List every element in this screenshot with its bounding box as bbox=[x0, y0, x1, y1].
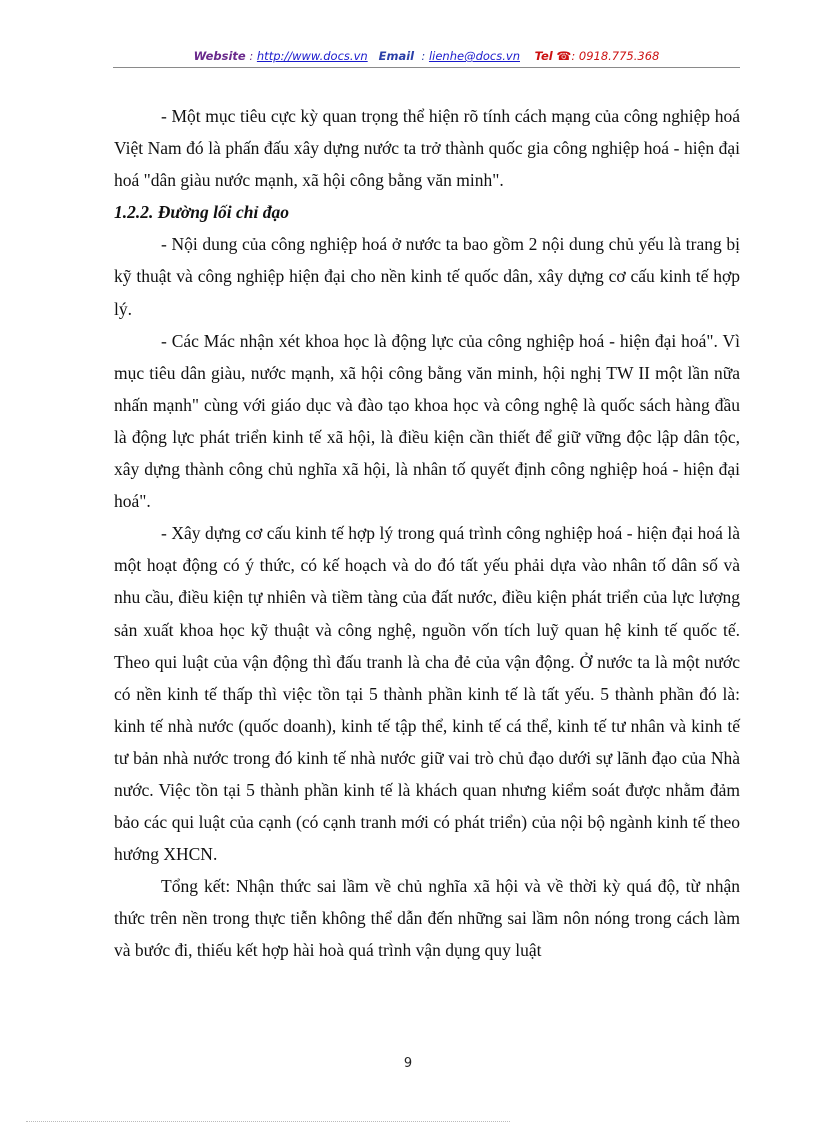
paragraph-structure: - Xây dựng cơ cấu kinh tế hợp lý trong quá trình công nghiệp hoá - hiện đại hoá là một hoạt động có ý thức, có kế hoạch và do đó tất yếu phải dựa vào nhân tố dân số và nhu cầu, điều kiện tự nhiên và tiềm tàng của đất nước, điều kiện phát triển của lực lượng sản xuất khoa học kỹ thuật và công nghệ, nguồn vốn tích luỹ quan hệ kinh tế quốc tế. Theo qui luật của vận động thì đấu tranh là cha đẻ của vận động. Ở nước ta là một nước có nền kinh tế thấp thì việc tồn tại 5 thành phần kinh tế là tất yếu. 5 thành phần đó là: kinh tế nhà nước (quốc doanh), kinh tế tập thể, kinh tế cá thể, kinh tế tư nhân và kinh tế tư bản nhà nước trong đó kinh tế nhà nước giữ vai trò chủ đạo dưới sự lãnh đạo của Nhà nước. Việc tồn tại 5 thành phần kinh tế là khách quan nhưng kiểm soát được nhằm đảm bảo các qui luật của cạnh (có cạnh tranh mới có phát triển) của nội bộ ngành kinh tế theo hướng XHCN. bbox=[114, 523, 740, 865]
tel-label: Tel bbox=[534, 49, 553, 63]
paragraph-marx: - Các Mác nhận xét khoa học là động lực của công nghiệp hoá - hiện đại hoá". Vì mục tiêu dân giàu, nước mạnh, xã hội công bằng văn minh, hội nghị TW II một lần nữa nhấn mạnh" cùng với giáo dục và đào tạo khoa học và công nghệ là quốc sách hàng đầu là động lực phát triển kinh tế xã hội, là điều kiện cần thiết để giữ vững độc lập dân tộc, xây dựng thành công chủ nghĩa xã hội, là nhân tố quyết định công nghiệp hoá - hiện đại hoá". bbox=[114, 330, 740, 512]
document-body bbox=[114, 100, 740, 967]
header-divider bbox=[113, 67, 740, 68]
tel-separator: : bbox=[571, 49, 579, 63]
section-heading: 1.2.2. Đường lối chỉ đạo bbox=[114, 202, 289, 223]
tel-number: 0918.775.368 bbox=[578, 49, 660, 63]
email-label: Email bbox=[378, 49, 415, 63]
website-link[interactable]: http://www.docs.vn bbox=[256, 49, 368, 63]
page-header bbox=[113, 47, 740, 67]
paragraph-content: - Nội dung của công nghiệp hoá ở nước ta bao gồm 2 nội dung chủ yếu là trang bị kỹ thuật và công nghiệp hiện đại cho nền kinh tế quốc dân, xây dựng cơ cấu kinh tế hợp lý. bbox=[114, 234, 740, 319]
page-bottom-divider bbox=[26, 1121, 510, 1122]
phone-icon: ☎ bbox=[556, 49, 572, 63]
paragraph-goal: - Một mục tiêu cực kỳ quan trọng thể hiện rõ tính cách mạng của công nghiệp hoá Việt Nam đó là phấn đấu xây dựng nước ta trở thành quốc gia công nghiệp hoá - hiện đại hoá "dân giàu nước mạnh, xã hội công bằng văn minh". bbox=[114, 106, 740, 191]
paragraph-summary: Tổng kết: Nhận thức sai lầm về chủ nghĩa xã hội và về thời kỳ quá độ, từ nhận thức trên nền trong thực tiễn không thể dẫn đến những sai lầm nôn nóng trong cách làm và bước đi, thiếu kết hợp hài hoà quá trình vận dụng quy luật bbox=[114, 876, 740, 961]
email-separator: : bbox=[417, 49, 429, 63]
website-separator: : bbox=[245, 49, 257, 63]
page-number: 9 bbox=[403, 1056, 413, 1071]
website-label: Website bbox=[193, 49, 246, 63]
email-link[interactable]: lienhe@docs.vn bbox=[428, 49, 520, 63]
